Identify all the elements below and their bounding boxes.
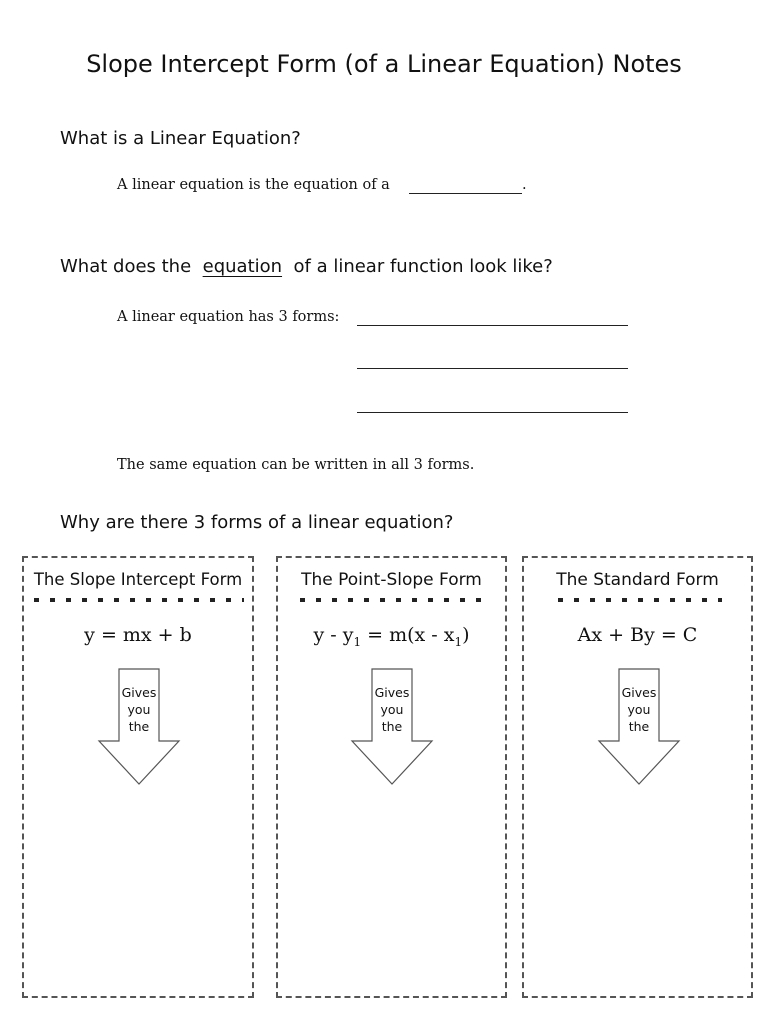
question-part-before: What does the [60, 256, 192, 277]
arrow-text: Gives you the [374, 685, 410, 734]
question-why-three-forms: Why are there 3 forms of a linear equation? [60, 512, 454, 533]
title-dotted-underline [34, 598, 244, 602]
slope-intercept-form-title: The Slope Intercept Form [33, 570, 243, 589]
equation-part: y - y [313, 624, 354, 646]
question-what-is-linear-equation: What is a Linear Equation? [60, 128, 301, 149]
point-slope-equation [278, 624, 505, 649]
equation-part: ) [462, 624, 470, 646]
question-part-after: of a linear function look like? [293, 256, 553, 277]
standard-form-box [522, 556, 753, 998]
point-slope-form-title: The Point-Slope Form [301, 570, 482, 590]
arrow-text: Gives you the [121, 685, 157, 734]
keyword-equation: equation [202, 256, 283, 277]
title-dotted-underline [558, 598, 722, 602]
question-equation-look-like [60, 256, 553, 277]
subscript: 1 [454, 634, 463, 649]
blank-line-form-2[interactable] [357, 368, 628, 369]
point-slope-form-box [276, 556, 507, 998]
title-dotted-underline [300, 598, 490, 602]
statement-period: . [522, 177, 527, 193]
page-title: Slope Intercept Form (of a Linear Equation) Notes [86, 50, 682, 78]
slope-intercept-equation: y = mx + b [84, 624, 192, 646]
slope-intercept-form-box [22, 556, 254, 998]
forms-statement: A linear equation has 3 forms: [117, 309, 340, 325]
blank-line-form-3[interactable] [357, 412, 628, 413]
blank-line-form-1[interactable] [357, 325, 628, 326]
arrow-text: Gives you the [621, 685, 657, 734]
blank-line-definition[interactable] [409, 193, 522, 194]
linear-equation-statement: A linear equation is the equation of a [117, 177, 390, 193]
equation-part: = m(x - x [361, 624, 455, 646]
subscript: 1 [353, 634, 362, 649]
standard-form-title: The Standard Form [556, 570, 719, 590]
standard-form-equation: Ax + By = C [577, 624, 698, 646]
same-equation-statement: The same equation can be written in all 3 forms. [117, 457, 475, 473]
